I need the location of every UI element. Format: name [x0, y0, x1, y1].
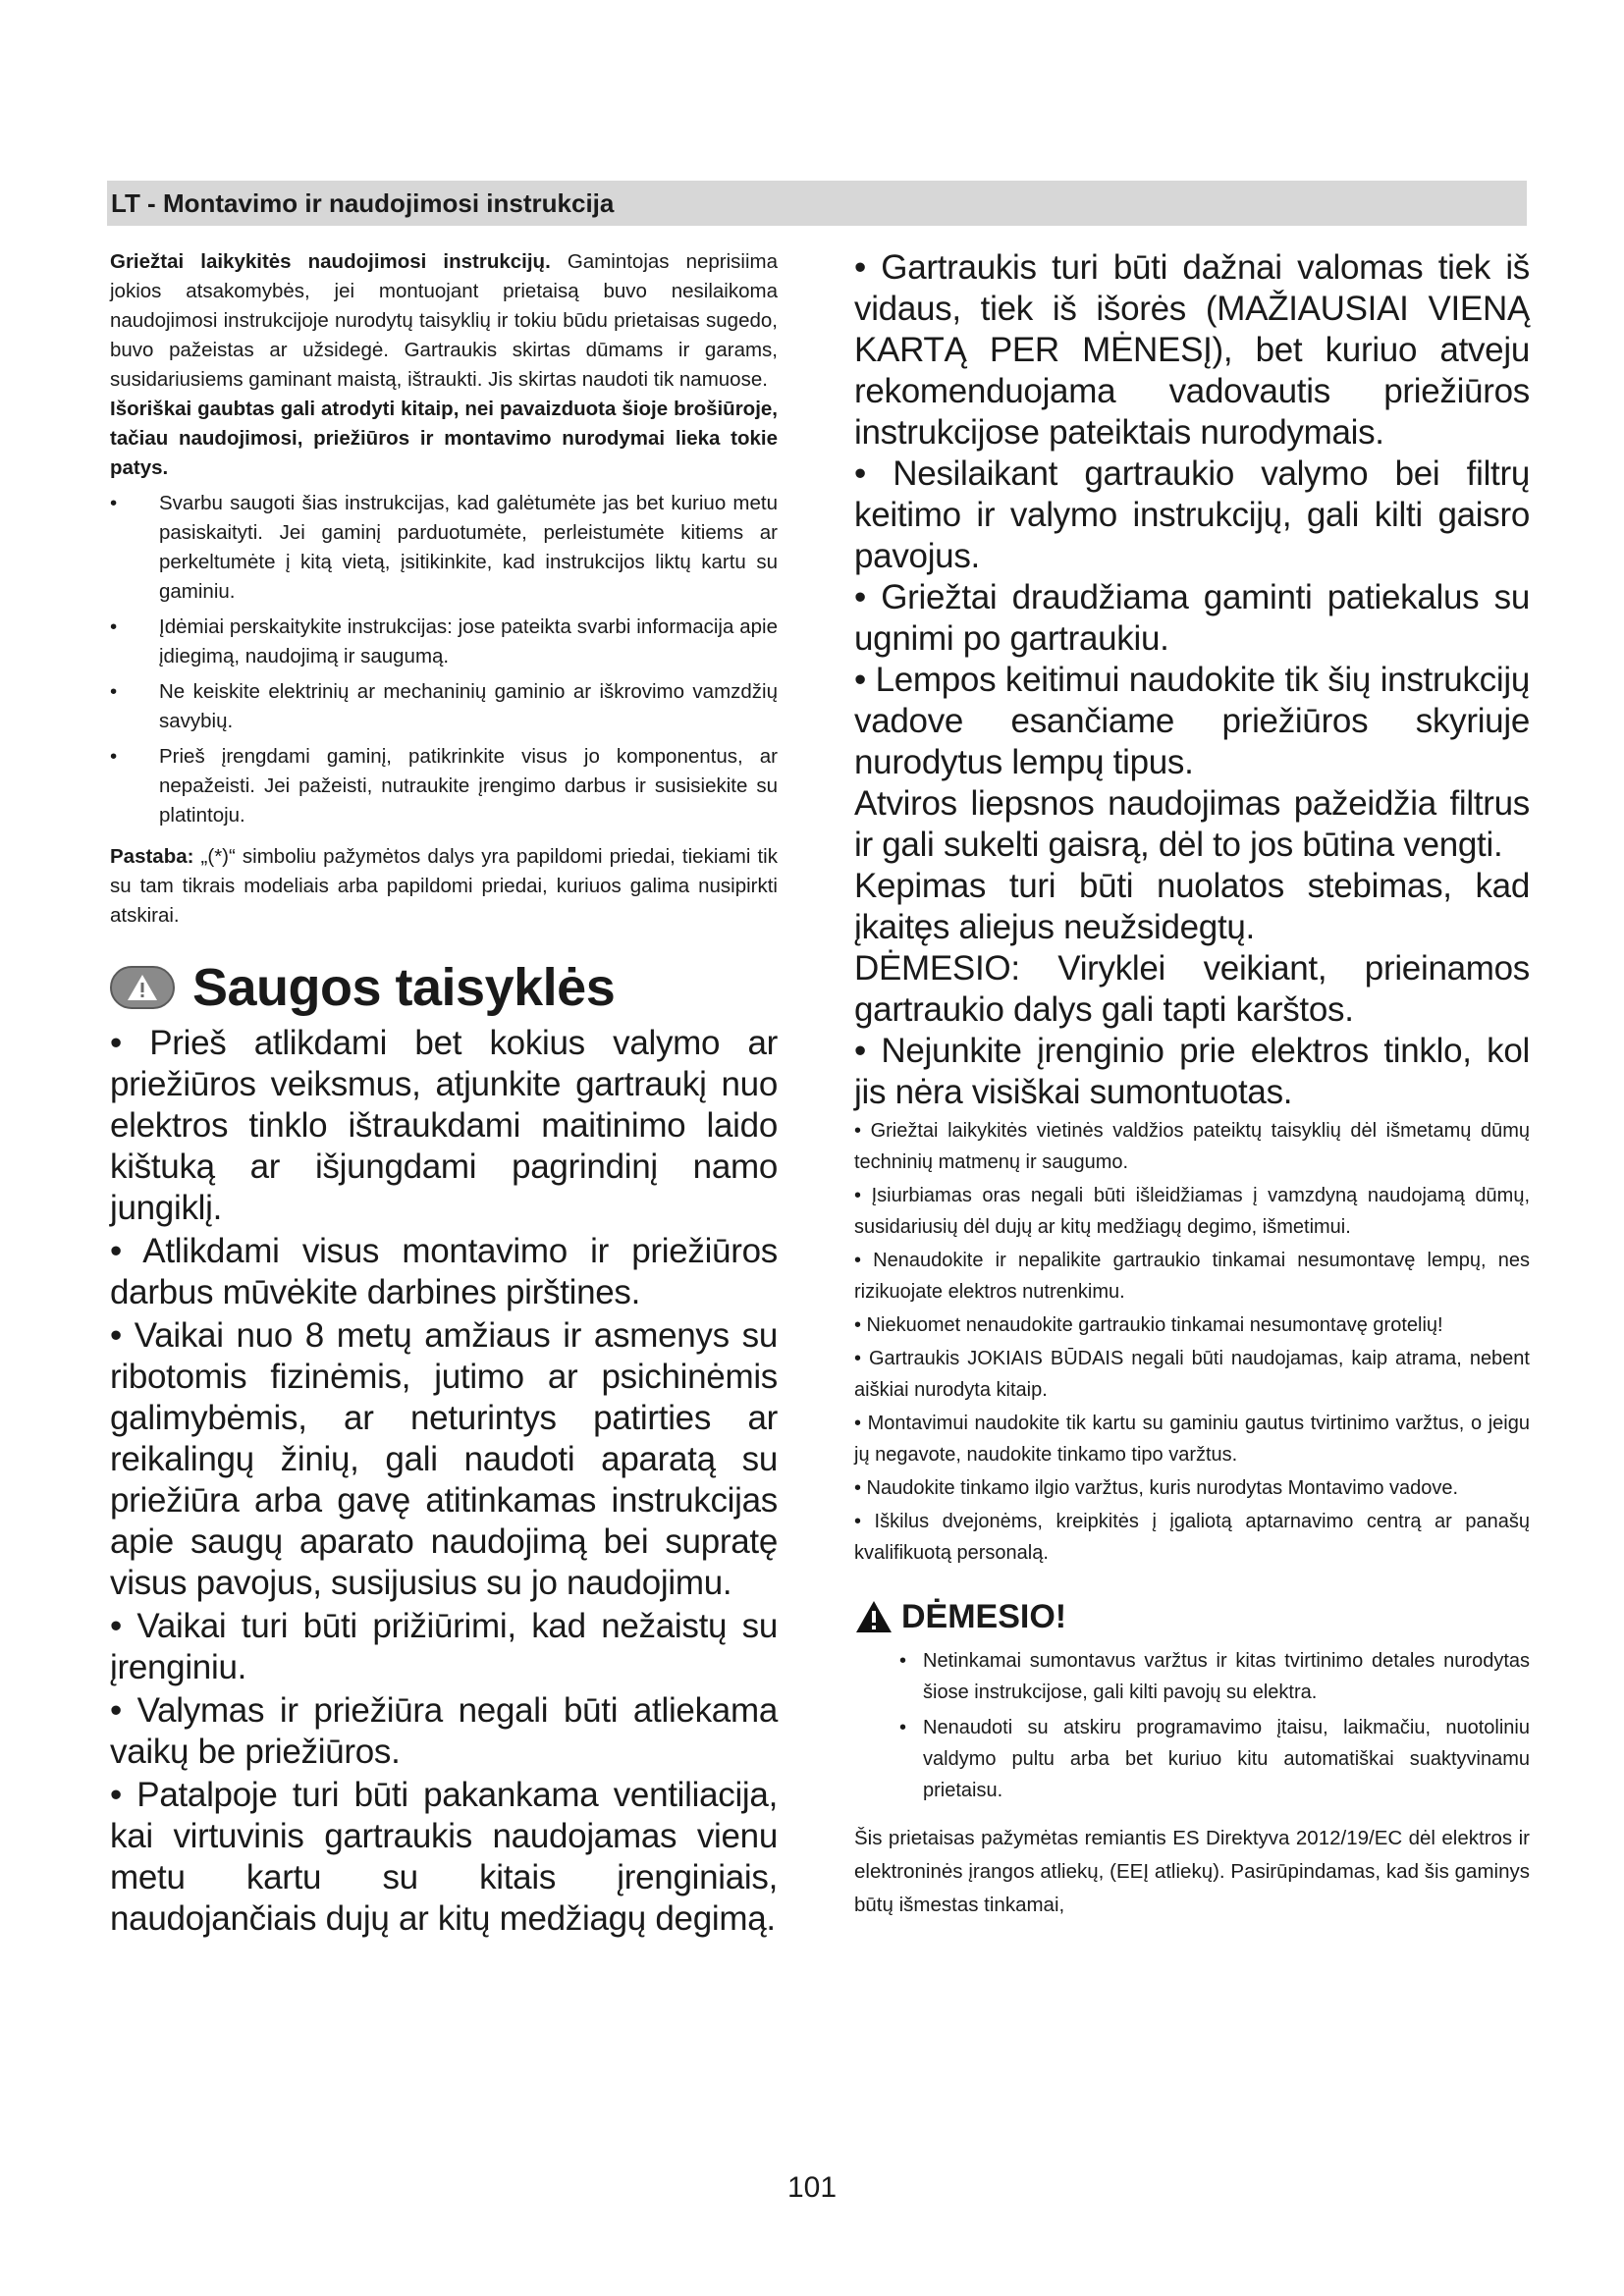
intro-bullet	[110, 677, 778, 736]
intro-lead: Griežtai laikykitės naudojimosi instrukcijų.	[110, 250, 551, 273]
safety-small-rule: • Montavimui naudokite tik kartu su gaminiu gautus tvirtinimo varžtus, o jeigu jų negavote, naudokite tinkamo tipo varžtus.	[854, 1413, 1530, 1466]
caution-bullet-text: Nenaudoti su atskiru programavimo įtaisu, laikmačiu, nuotoliniu valdymo pultu arba bet kuriuo kitu automatiškai suaktyvinamu prietaisu.	[923, 1717, 1530, 1801]
right-column	[854, 247, 1530, 1922]
intro-paragraph	[110, 247, 778, 395]
intro-bullet-text: Prieš įrengdami gaminį, patikrinkite visus jo komponentus, ar nepažeisti. Jei pažeisti, nutraukite įrengimo darbus ir susisiekite su platintoju.	[159, 745, 778, 827]
section-header	[107, 181, 1527, 226]
safety-rule: • Griežtai draudžiama gaminti patiekalus su ugnimi po gartraukiu.	[854, 578, 1530, 658]
intro-bullet-text: Ne keiskite elektrinių ar mechaninių gaminio ar iškrovimo vamzdžių savybių.	[159, 680, 778, 732]
note-symbol: „(*)“	[200, 845, 236, 868]
safety-heading	[110, 952, 778, 1023]
left-column	[110, 247, 778, 1940]
safety-rule: • Vaikai turi būti prižiūrimi, kad nežaistų su įrenginiu.	[110, 1607, 778, 1686]
weee-paragraph: Šis prietaisas pažymėtas remiantis ES Direktyva 2012/19/EC dėl elektros ir elektroninės įrangos atliekų, (EEĮ atliekų). Pasirūpindamas, kad šis gaminys būtų išmestas tinkamai,	[854, 1827, 1530, 1916]
intro-bold-paragraph: Išoriškai gaubtas gali atrodyti kitaip, nei pavaizduota šioje brošiūroje, tačiau naudojimosi, priežiūros ir montavimo nurodymai lieka tokie patys.	[110, 398, 778, 479]
warning-triangle-icon	[854, 1599, 893, 1634]
page-number: 101	[786, 2171, 838, 2204]
intro-text: Gamintojas neprisiima jokios atsakomybės, jei montuojant prietaisą buvo nesilaikoma naudojimosi instrukcijoje nurodytų taisyklių ir tokiu būdu prietaisas sugedo, buvo pažeistas ar užsidegė. Gartraukis skirtas dūmams ir garams, susidariusiems gaminant maistą, ištraukti. Jis skirtas naudoti tik namuose.	[110, 250, 778, 391]
intro-bullet-text: Įdėmiai perskaitykite instrukcijas: jose pateikta svarbi informacija apie įdiegimą, naudojimą ir saugumą.	[159, 615, 778, 667]
safety-rule: • Nejunkite įrenginio prie elektros tinklo, kol jis nėra visiškai sumontuotas.	[854, 1032, 1530, 1111]
safety-rule: • Prieš atlikdami bet kokius valymo ar priežiūros veiksmus, atjunkite gartraukį nuo elektros tinklo ištraukdami maitinimo laido kištuką ar išjungdami pagrindinį namo jungiklį.	[110, 1024, 778, 1227]
safety-rule: • Atlikdami visus montavimo ir priežiūros darbus mūvėkite darbines pirštines.	[110, 1232, 778, 1311]
caution-bullet	[854, 1712, 1530, 1806]
bullet-dot: •	[110, 680, 118, 703]
safety-title: Saugos taisyklės	[192, 958, 616, 1017]
safety-small-rule: • Niekuomet nenaudokite gartraukio tinkamai nesumontavę grotelių!	[854, 1314, 1443, 1336]
safety-rule: DĖMESIO: Viryklei veikiant, prieinamos gartraukio dalys gali tapti karštos.	[854, 949, 1530, 1029]
caution-bullet	[854, 1645, 1530, 1708]
bullet-dot: •	[110, 492, 118, 514]
warning-icon	[110, 966, 175, 1009]
safety-small-rule: • Nenaudokite ir nepalikite gartraukio tinkamai nesumontavę lempų, nes rizikuojate elektros nutrenkimu.	[854, 1250, 1530, 1303]
safety-rule: • Gartraukis turi būti dažnai valomas tiek iš vidaus, tiek iš išorės (MAŽIAUSIAI VIENĄ KARTĄ PER MĖNESĮ), bet kuriuo atveju rekomenduojama vadovautis priežiūros instrukcijose pateiktais nurodymais.	[854, 248, 1530, 452]
safety-rule: • Patalpoje turi būti pakankama ventiliacija, kai virtuvinis gartraukis naudojamas vienu metu kartu su kitais įrenginiais, naudojančiais dujų ar kitų medžiagų degimą.	[110, 1776, 778, 1938]
note-paragraph	[110, 842, 778, 931]
safety-small-rule: • Griežtai laikykitės vietinės valdžios pateiktų taisyklių dėl išmetamų dūmų techninių matmenų ir saugumo.	[854, 1120, 1530, 1173]
safety-rule: • Valymas ir priežiūra negali būti atliekama vaikų be priežiūros.	[110, 1691, 778, 1771]
bullet-dot: •	[110, 745, 118, 768]
note-label: Pastaba:	[110, 845, 194, 868]
header-title: LT - Montavimo ir naudojimosi instrukcija	[111, 188, 615, 218]
bullet-dot: •	[110, 615, 118, 638]
caution-heading	[854, 1592, 1530, 1641]
note-text: simboliu pažymėtos dalys yra papildomi priedai, tiekiami tik su tam tikrais modeliais arba papildomi priedai, kuriuos galima nusipirkti atskirai.	[110, 845, 778, 927]
intro-bullet-text: Svarbu saugoti šias instrukcijas, kad galėtumėte jas bet kuriuo metu pasiskaityti. Jei gaminį parduotumėte, perleistumėte kitiems ar perkeltumėte į kitą vietą, įsitikinkite, kad instrukcijos liktų kartu su gaminiu.	[159, 492, 778, 603]
intro-bullet	[110, 742, 778, 830]
caution-title: DĖMESIO!	[901, 1598, 1067, 1635]
safety-small-rule: • Gartraukis JOKIAIS BŪDAIS negali būti naudojamas, kaip atrama, nebent aiškiai nurodyta kitaip.	[854, 1348, 1530, 1401]
safety-small-rule: • Naudokite tinkamo ilgio varžtus, kuris nurodytas Montavimo vadove.	[854, 1477, 1459, 1499]
intro-bullet	[110, 613, 778, 671]
safety-rule: Kepimas turi būti nuolatos stebimas, kad įkaitęs aliejus neužsidegtų.	[854, 867, 1530, 946]
safety-rule: • Nesilaikant gartraukio valymo bei filtrų keitimo ir valymo instrukcijų, gali kilti gaisro pavojus.	[854, 454, 1530, 575]
safety-rule: • Vaikai nuo 8 metų amžiaus ir asmenys su ribotomis fizinėmis, jutimo ar psichinėmis galimybėmis, ar neturintys patirties ar reikalingų žinių, gali naudoti aparatą su priežiūra arba gavę atitinkamas instrukcijas apie saugų aparato naudojimą bei supratę visus pavojus, susijusius su jo naudojimu.	[110, 1316, 778, 1602]
safety-small-rule: • Įsiurbiamas oras negali būti išleidžiamas į vamzdyną naudojamą dūmų, susidariusių dėl dujų ar kitų medžiagų degimo, išmetimui.	[854, 1185, 1530, 1238]
bullet-dot: •	[899, 1650, 907, 1672]
safety-rule: • Lempos keitimui naudokite tik šių instrukcijų vadove esančiame priežiūros skyriuje nurodytus lempų tipus.	[854, 661, 1530, 781]
safety-small-rule: • Iškilus dvejonėms, kreipkitės į įgaliotą aptarnavimo centrą ar panašų kvalifikuotą personalą.	[854, 1511, 1530, 1564]
bullet-dot: •	[899, 1717, 907, 1738]
intro-bullet	[110, 489, 778, 607]
caution-bullet-text: Netinkamai sumontavus varžtus ir kitas tvirtinimo detales nurodytas šiose instrukcijose, gali kilti pavojų su elektra.	[923, 1650, 1530, 1703]
safety-rule: Atviros liepsnos naudojimas pažeidžia filtrus ir gali sukelti gaisrą, dėl to jos būtina vengti.	[854, 784, 1530, 864]
